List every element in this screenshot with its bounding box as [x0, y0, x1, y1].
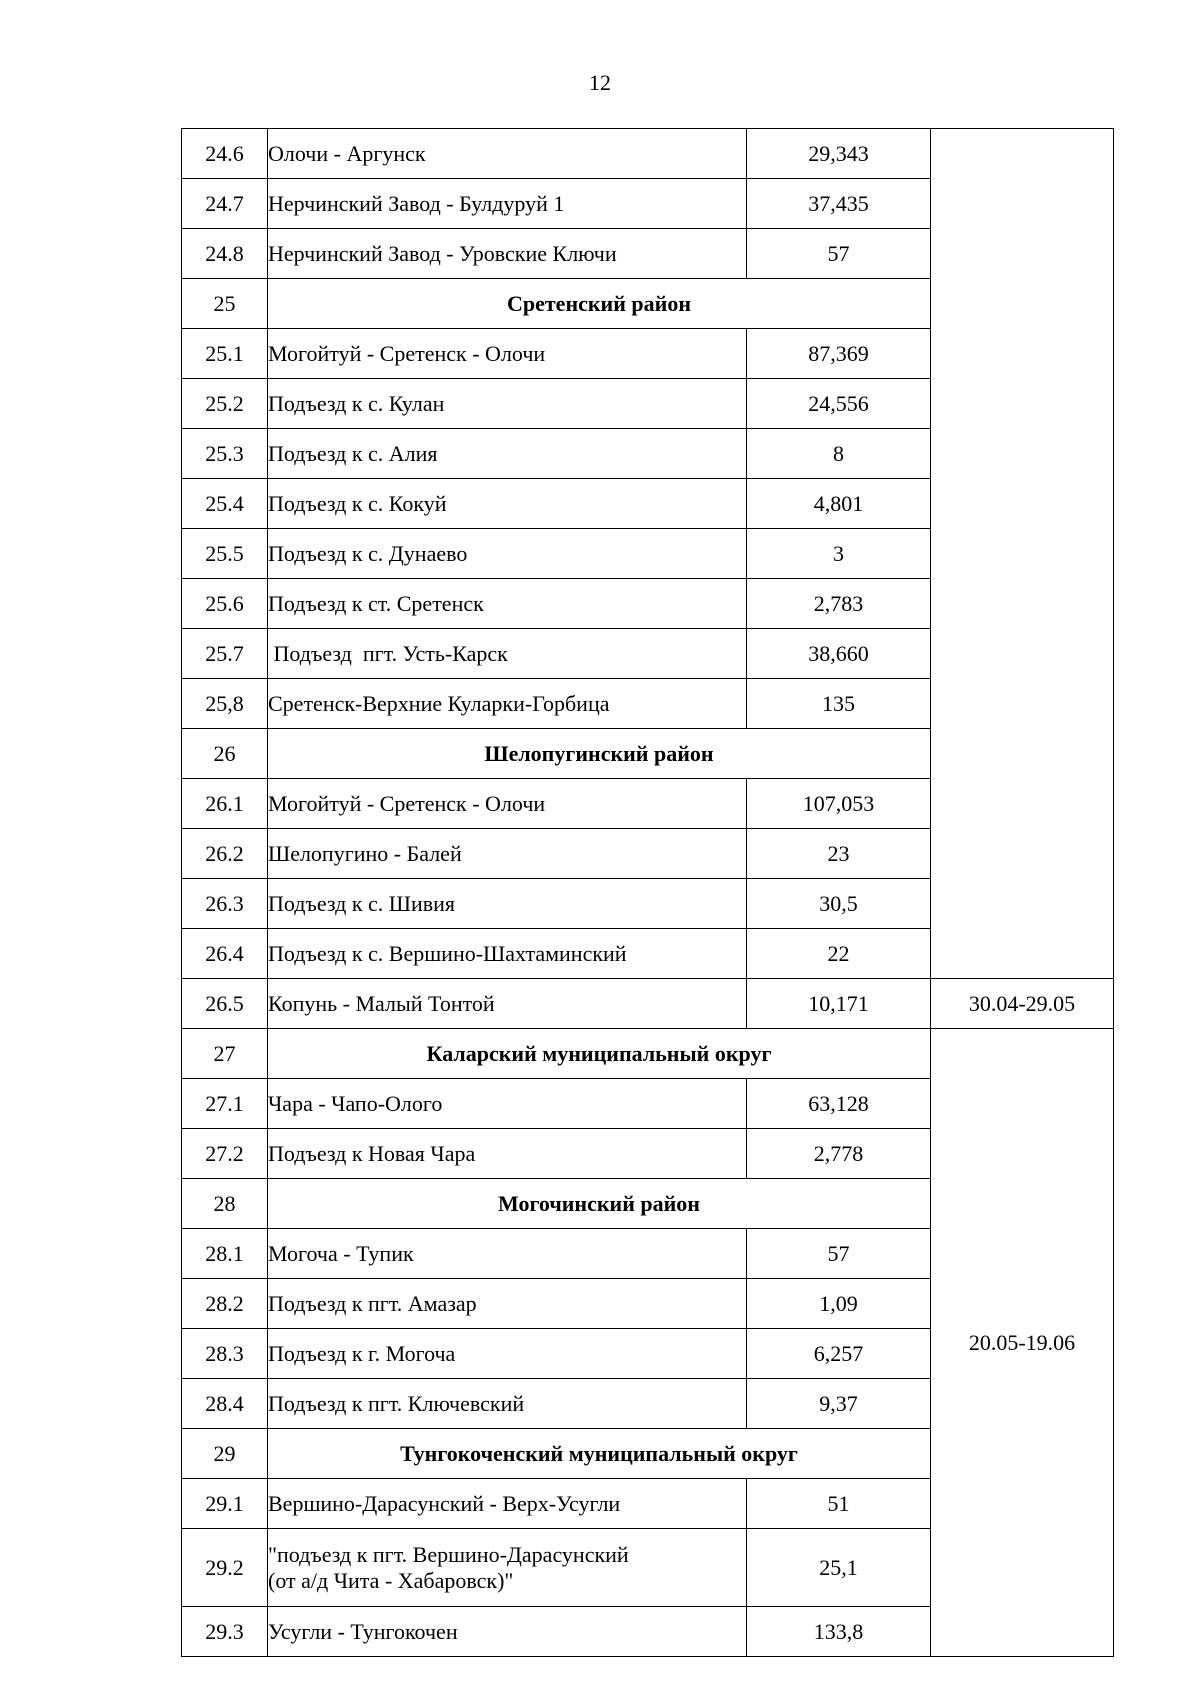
table-row	[182, 129, 1114, 179]
road-length: 2,778	[747, 1129, 931, 1179]
section-title: Шелопугинский район	[268, 729, 931, 779]
road-name: Подъезд к с. Шивия	[268, 879, 747, 929]
road-length: 37,435	[747, 179, 931, 229]
road-name: Подъезд к с. Алия	[268, 429, 747, 479]
row-number: 28.1	[182, 1229, 268, 1279]
row-number: 25.5	[182, 529, 268, 579]
row-number: 26.2	[182, 829, 268, 879]
period-cell-empty	[931, 129, 1114, 979]
road-length: 23	[747, 829, 931, 879]
row-number: 26.5	[182, 979, 268, 1029]
road-name: Вершино-Дарасунский - Верх-Усугли	[268, 1479, 747, 1529]
road-length: 57	[747, 1229, 931, 1279]
row-number: 27.1	[182, 1079, 268, 1129]
row-number: 24.8	[182, 229, 268, 279]
road-name: Нерчинский Завод - Уровские Ключи	[268, 229, 747, 279]
road-name: Усугли - Тунгокочен	[268, 1607, 747, 1657]
section-title: Тунгокоченский муниципальный округ	[268, 1429, 931, 1479]
road-name: Подъезд к ст. Сретенск	[268, 579, 747, 629]
section-title: Сретенский район	[268, 279, 931, 329]
section-number: 27	[182, 1029, 268, 1079]
road-length: 63,128	[747, 1079, 931, 1129]
road-length: 135	[747, 679, 931, 729]
road-length: 2,783	[747, 579, 931, 629]
section-row	[182, 1029, 1114, 1079]
road-name	[268, 1529, 747, 1607]
roads-table	[181, 128, 1114, 1657]
row-number: 25.3	[182, 429, 268, 479]
road-length: 38,660	[747, 629, 931, 679]
period-cell: 30.04-29.05	[931, 979, 1114, 1029]
road-length: 51	[747, 1479, 931, 1529]
road-name: Копунь - Малый Тонтой	[268, 979, 747, 1029]
road-length: 24,556	[747, 379, 931, 429]
road-name: Подъезд к с. Кулан	[268, 379, 747, 429]
road-length: 10,171	[747, 979, 931, 1029]
road-name: Подъезд пгт. Усть-Карск	[268, 629, 747, 679]
row-number: 28.3	[182, 1329, 268, 1379]
road-length: 1,09	[747, 1279, 931, 1329]
road-name-line-2: (от а/д Чита - Хабаровск)"	[268, 1567, 514, 1593]
row-number: 27.2	[182, 1129, 268, 1179]
road-length: 6,257	[747, 1329, 931, 1379]
road-length: 30,5	[747, 879, 931, 929]
road-name-line-1: "подъезд к пгт. Вершино-Дарасунский	[268, 1541, 629, 1567]
road-length: 133,8	[747, 1607, 931, 1657]
road-length: 9,37	[747, 1379, 931, 1429]
row-number: 29.1	[182, 1479, 268, 1529]
road-name: Подъезд к с. Вершино-Шахтаминский	[268, 929, 747, 979]
row-number: 25.2	[182, 379, 268, 429]
road-length: 57	[747, 229, 931, 279]
road-length: 29,343	[747, 129, 931, 179]
row-number: 24.6	[182, 129, 268, 179]
row-number: 25,8	[182, 679, 268, 729]
road-length: 3	[747, 529, 931, 579]
row-number: 29.2	[182, 1529, 268, 1607]
row-number: 25.6	[182, 579, 268, 629]
section-number: 25	[182, 279, 268, 329]
row-number: 25.7	[182, 629, 268, 679]
section-title: Могочинский район	[268, 1179, 931, 1229]
section-number: 28	[182, 1179, 268, 1229]
road-name: Подъезд к с. Дунаево	[268, 529, 747, 579]
road-name: Сретенск-Верхние Куларки-Горбица	[268, 679, 747, 729]
road-name: Подъезд к г. Могоча	[268, 1329, 747, 1379]
row-number: 28.4	[182, 1379, 268, 1429]
section-number: 26	[182, 729, 268, 779]
row-number: 25.1	[182, 329, 268, 379]
road-length: 25,1	[747, 1529, 931, 1607]
road-name: Подъезд к пгт. Ключевский	[268, 1379, 747, 1429]
road-length: 4,801	[747, 479, 931, 529]
road-name: Подъезд к Новая Чара	[268, 1129, 747, 1179]
road-name: Могоча - Тупик	[268, 1229, 747, 1279]
table-row	[182, 979, 1114, 1029]
road-name: Могойтуй - Сретенск - Олочи	[268, 329, 747, 379]
section-title: Каларский муниципальный округ	[268, 1029, 931, 1079]
row-number: 26.1	[182, 779, 268, 829]
road-name: Чара - Чапо-Олого	[268, 1079, 747, 1129]
row-number: 26.3	[182, 879, 268, 929]
row-number: 28.2	[182, 1279, 268, 1329]
row-number: 26.4	[182, 929, 268, 979]
row-number: 24.7	[182, 179, 268, 229]
road-name: Нерчинский Завод - Булдуруй 1	[268, 179, 747, 229]
road-name: Могойтуй - Сретенск - Олочи	[268, 779, 747, 829]
road-name: Шелопугино - Балей	[268, 829, 747, 879]
road-length: 8	[747, 429, 931, 479]
road-length: 107,053	[747, 779, 931, 829]
road-length: 87,369	[747, 329, 931, 379]
row-number: 25.4	[182, 479, 268, 529]
page-number: 12	[589, 70, 611, 95]
period-cell: 20.05-19.06	[931, 1029, 1114, 1657]
road-length: 22	[747, 929, 931, 979]
section-number: 29	[182, 1429, 268, 1479]
road-name: Подъезд к с. Кокуй	[268, 479, 747, 529]
row-number: 29.3	[182, 1607, 268, 1657]
road-name: Олочи - Аргунск	[268, 129, 747, 179]
road-name: Подъезд к пгт. Амазар	[268, 1279, 747, 1329]
